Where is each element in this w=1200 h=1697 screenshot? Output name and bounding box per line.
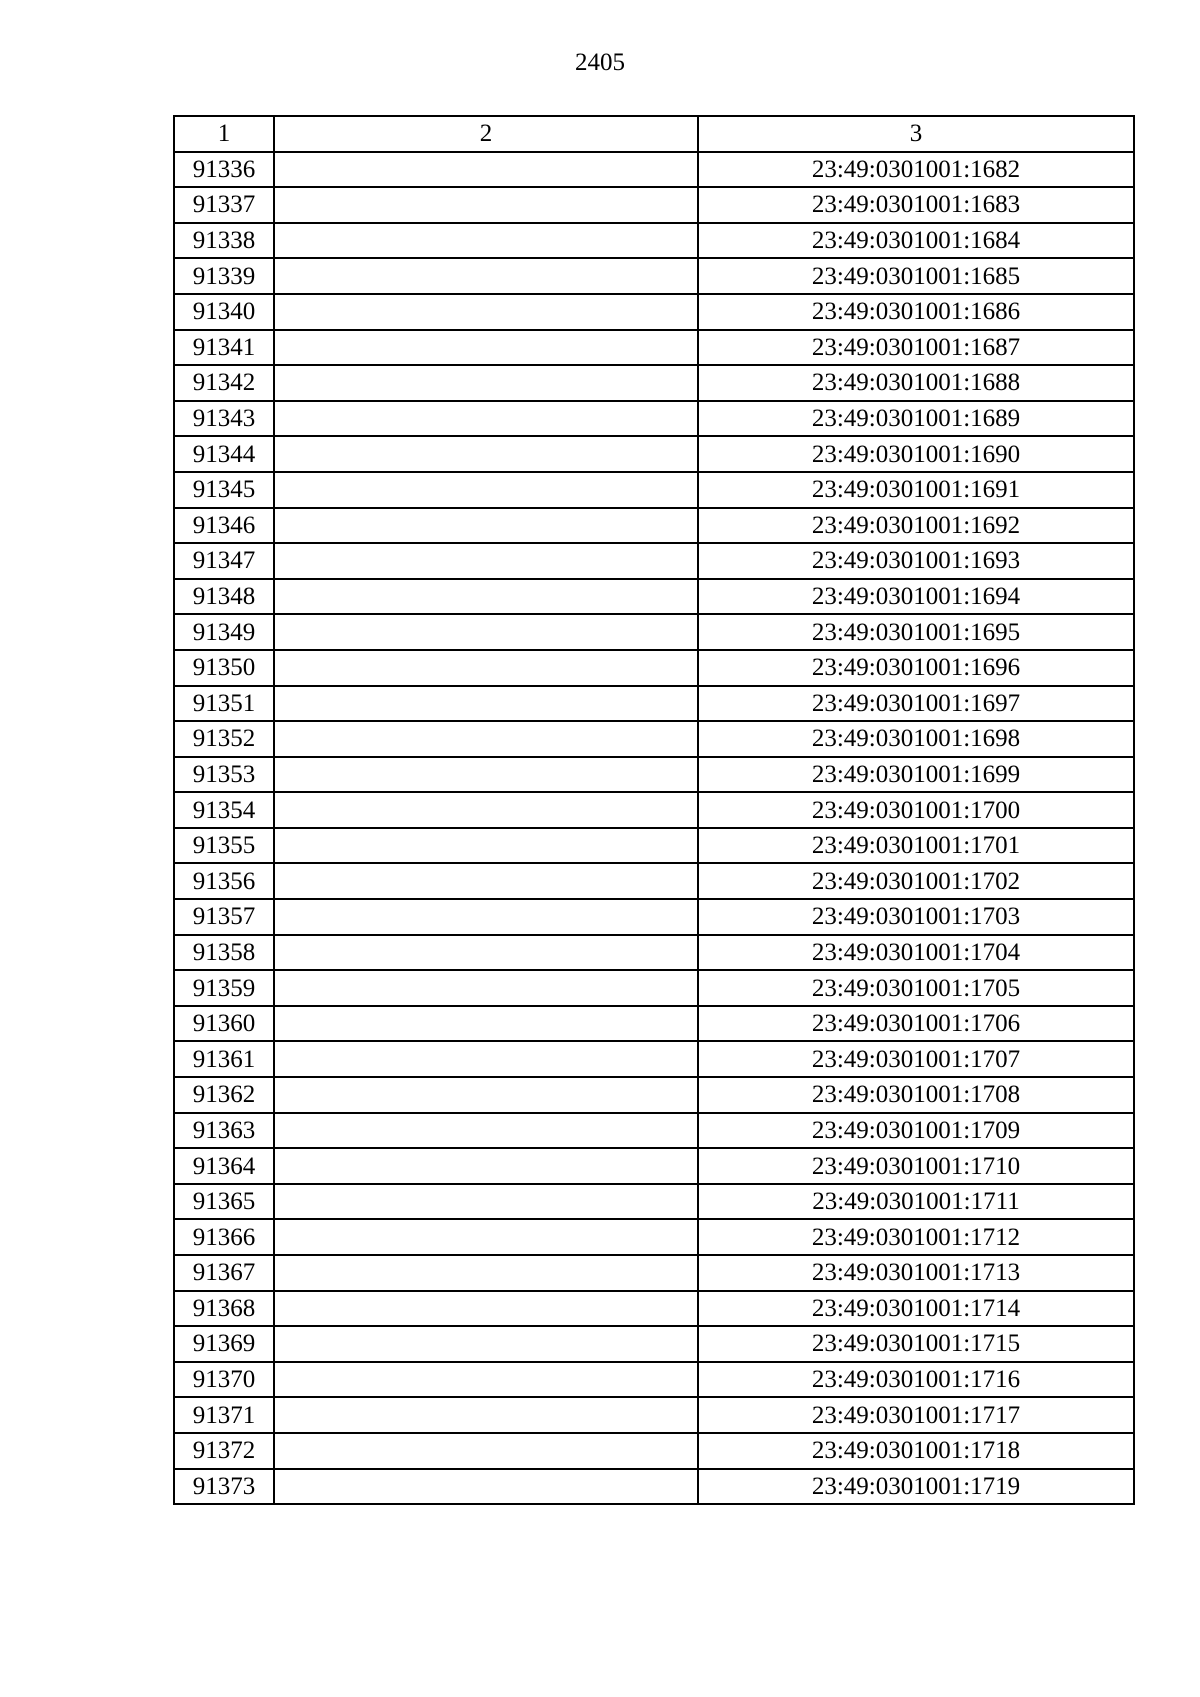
row-name-cell xyxy=(274,828,698,864)
row-name-cell xyxy=(274,1219,698,1255)
table-row xyxy=(174,1077,1134,1113)
row-number-cell: 91373 xyxy=(174,1469,274,1505)
row-name-cell xyxy=(274,365,698,401)
row-number-cell: 91363 xyxy=(174,1113,274,1149)
cadastral-number-cell: 23:49:0301001:1714 xyxy=(698,1291,1134,1327)
header-col-2: 2 xyxy=(274,116,698,152)
cadastral-number-cell: 23:49:0301001:1684 xyxy=(698,223,1134,259)
row-name-cell xyxy=(274,187,698,223)
table-row xyxy=(174,436,1134,472)
row-name-cell xyxy=(274,330,698,366)
row-number-cell: 91354 xyxy=(174,792,274,828)
table-body xyxy=(174,152,1134,1505)
table-row xyxy=(174,1362,1134,1398)
header-col-3: 3 xyxy=(698,116,1134,152)
row-name-cell xyxy=(274,1077,698,1113)
table-row xyxy=(174,508,1134,544)
cadastral-number-cell: 23:49:0301001:1717 xyxy=(698,1397,1134,1433)
cadastral-number-cell: 23:49:0301001:1713 xyxy=(698,1255,1134,1291)
row-number-cell: 91349 xyxy=(174,614,274,650)
table-row xyxy=(174,1006,1134,1042)
row-name-cell xyxy=(274,650,698,686)
table-row xyxy=(174,721,1134,757)
row-number-cell: 91343 xyxy=(174,401,274,437)
table-row xyxy=(174,1433,1134,1469)
registry-table xyxy=(173,115,1135,1505)
row-number-cell: 91341 xyxy=(174,330,274,366)
row-number-cell: 91342 xyxy=(174,365,274,401)
row-number-cell: 91355 xyxy=(174,828,274,864)
row-number-cell: 91362 xyxy=(174,1077,274,1113)
cadastral-number-cell: 23:49:0301001:1689 xyxy=(698,401,1134,437)
row-name-cell xyxy=(274,258,698,294)
cadastral-number-cell: 23:49:0301001:1703 xyxy=(698,899,1134,935)
row-name-cell xyxy=(274,1148,698,1184)
row-name-cell xyxy=(274,1469,698,1505)
cadastral-number-cell: 23:49:0301001:1696 xyxy=(698,650,1134,686)
cadastral-number-cell: 23:49:0301001:1700 xyxy=(698,792,1134,828)
row-name-cell xyxy=(274,614,698,650)
cadastral-number-cell: 23:49:0301001:1711 xyxy=(698,1184,1134,1220)
row-number-cell: 91352 xyxy=(174,721,274,757)
row-name-cell xyxy=(274,436,698,472)
cadastral-number-cell: 23:49:0301001:1719 xyxy=(698,1469,1134,1505)
row-name-cell xyxy=(274,970,698,1006)
row-number-cell: 91364 xyxy=(174,1148,274,1184)
row-number-cell: 91338 xyxy=(174,223,274,259)
cadastral-number-cell: 23:49:0301001:1695 xyxy=(698,614,1134,650)
cadastral-number-cell: 23:49:0301001:1688 xyxy=(698,365,1134,401)
table-row xyxy=(174,330,1134,366)
row-number-cell: 91345 xyxy=(174,472,274,508)
row-name-cell xyxy=(274,1113,698,1149)
row-number-cell: 91347 xyxy=(174,543,274,579)
table-row xyxy=(174,650,1134,686)
row-name-cell xyxy=(274,1433,698,1469)
row-name-cell xyxy=(274,152,698,188)
header-row xyxy=(174,116,1134,152)
row-name-cell xyxy=(274,863,698,899)
row-number-cell: 91365 xyxy=(174,1184,274,1220)
row-number-cell: 91340 xyxy=(174,294,274,330)
cadastral-number-cell: 23:49:0301001:1702 xyxy=(698,863,1134,899)
table-row xyxy=(174,757,1134,793)
row-number-cell: 91369 xyxy=(174,1326,274,1362)
cadastral-number-cell: 23:49:0301001:1715 xyxy=(698,1326,1134,1362)
table-row xyxy=(174,1041,1134,1077)
table-row xyxy=(174,1148,1134,1184)
table-row xyxy=(174,152,1134,188)
row-number-cell: 91359 xyxy=(174,970,274,1006)
table-row xyxy=(174,1255,1134,1291)
row-name-cell xyxy=(274,757,698,793)
cadastral-number-cell: 23:49:0301001:1710 xyxy=(698,1148,1134,1184)
row-name-cell xyxy=(274,1362,698,1398)
row-name-cell xyxy=(274,1326,698,1362)
row-number-cell: 91344 xyxy=(174,436,274,472)
cadastral-number-cell: 23:49:0301001:1697 xyxy=(698,686,1134,722)
table-row xyxy=(174,1397,1134,1433)
row-name-cell xyxy=(274,508,698,544)
row-number-cell: 91336 xyxy=(174,152,274,188)
header-col-1: 1 xyxy=(174,116,274,152)
row-number-cell: 91371 xyxy=(174,1397,274,1433)
table-row xyxy=(174,579,1134,615)
row-name-cell xyxy=(274,935,698,971)
table-header xyxy=(174,116,1134,152)
row-name-cell xyxy=(274,223,698,259)
row-number-cell: 91350 xyxy=(174,650,274,686)
cadastral-number-cell: 23:49:0301001:1692 xyxy=(698,508,1134,544)
row-number-cell: 91368 xyxy=(174,1291,274,1327)
cadastral-number-cell: 23:49:0301001:1685 xyxy=(698,258,1134,294)
row-number-cell: 91361 xyxy=(174,1041,274,1077)
row-name-cell xyxy=(274,294,698,330)
row-number-cell: 91339 xyxy=(174,258,274,294)
cadastral-number-cell: 23:49:0301001:1701 xyxy=(698,828,1134,864)
cadastral-number-cell: 23:49:0301001:1712 xyxy=(698,1219,1134,1255)
row-name-cell xyxy=(274,1397,698,1433)
row-number-cell: 91351 xyxy=(174,686,274,722)
row-name-cell xyxy=(274,899,698,935)
table-row xyxy=(174,1291,1134,1327)
row-number-cell: 91356 xyxy=(174,863,274,899)
row-number-cell: 91366 xyxy=(174,1219,274,1255)
row-name-cell xyxy=(274,472,698,508)
cadastral-number-cell: 23:49:0301001:1683 xyxy=(698,187,1134,223)
cadastral-number-cell: 23:49:0301001:1707 xyxy=(698,1041,1134,1077)
row-name-cell xyxy=(274,1006,698,1042)
cadastral-number-cell: 23:49:0301001:1691 xyxy=(698,472,1134,508)
row-number-cell: 91357 xyxy=(174,899,274,935)
table-row xyxy=(174,935,1134,971)
cadastral-number-cell: 23:49:0301001:1682 xyxy=(698,152,1134,188)
row-name-cell xyxy=(274,401,698,437)
row-number-cell: 91370 xyxy=(174,1362,274,1398)
table-row xyxy=(174,223,1134,259)
row-number-cell: 91337 xyxy=(174,187,274,223)
table-row xyxy=(174,899,1134,935)
cadastral-number-cell: 23:49:0301001:1706 xyxy=(698,1006,1134,1042)
table-row xyxy=(174,686,1134,722)
cadastral-number-cell: 23:49:0301001:1698 xyxy=(698,721,1134,757)
table-row xyxy=(174,401,1134,437)
table-row xyxy=(174,1469,1134,1505)
row-name-cell xyxy=(274,721,698,757)
cadastral-number-cell: 23:49:0301001:1716 xyxy=(698,1362,1134,1398)
row-name-cell xyxy=(274,1184,698,1220)
table-row xyxy=(174,1326,1134,1362)
table-row xyxy=(174,472,1134,508)
table-row xyxy=(174,792,1134,828)
cadastral-number-cell: 23:49:0301001:1690 xyxy=(698,436,1134,472)
table-row xyxy=(174,187,1134,223)
row-name-cell xyxy=(274,792,698,828)
row-number-cell: 91353 xyxy=(174,757,274,793)
row-number-cell: 91348 xyxy=(174,579,274,615)
row-number-cell: 91358 xyxy=(174,935,274,971)
cadastral-number-cell: 23:49:0301001:1693 xyxy=(698,543,1134,579)
table-row xyxy=(174,258,1134,294)
cadastral-number-cell: 23:49:0301001:1704 xyxy=(698,935,1134,971)
cadastral-number-cell: 23:49:0301001:1705 xyxy=(698,970,1134,1006)
row-number-cell: 91372 xyxy=(174,1433,274,1469)
row-name-cell xyxy=(274,1255,698,1291)
table-row xyxy=(174,863,1134,899)
cadastral-number-cell: 23:49:0301001:1694 xyxy=(698,579,1134,615)
table-row xyxy=(174,970,1134,1006)
cadastral-number-cell: 23:49:0301001:1718 xyxy=(698,1433,1134,1469)
page-number: 2405 xyxy=(575,49,625,76)
table-row xyxy=(174,543,1134,579)
row-number-cell: 91346 xyxy=(174,508,274,544)
cadastral-number-cell: 23:49:0301001:1708 xyxy=(698,1077,1134,1113)
row-name-cell xyxy=(274,543,698,579)
cadastral-number-cell: 23:49:0301001:1686 xyxy=(698,294,1134,330)
table-row xyxy=(174,1184,1134,1220)
table-row xyxy=(174,1219,1134,1255)
row-name-cell xyxy=(274,1291,698,1327)
row-number-cell: 91360 xyxy=(174,1006,274,1042)
table-row xyxy=(174,1113,1134,1149)
row-name-cell xyxy=(274,686,698,722)
table-row xyxy=(174,614,1134,650)
row-number-cell: 91367 xyxy=(174,1255,274,1291)
row-name-cell xyxy=(274,579,698,615)
cadastral-number-cell: 23:49:0301001:1699 xyxy=(698,757,1134,793)
table-row xyxy=(174,294,1134,330)
cadastral-number-cell: 23:49:0301001:1687 xyxy=(698,330,1134,366)
cadastral-number-cell: 23:49:0301001:1709 xyxy=(698,1113,1134,1149)
row-name-cell xyxy=(274,1041,698,1077)
table-row xyxy=(174,828,1134,864)
table-row xyxy=(174,365,1134,401)
